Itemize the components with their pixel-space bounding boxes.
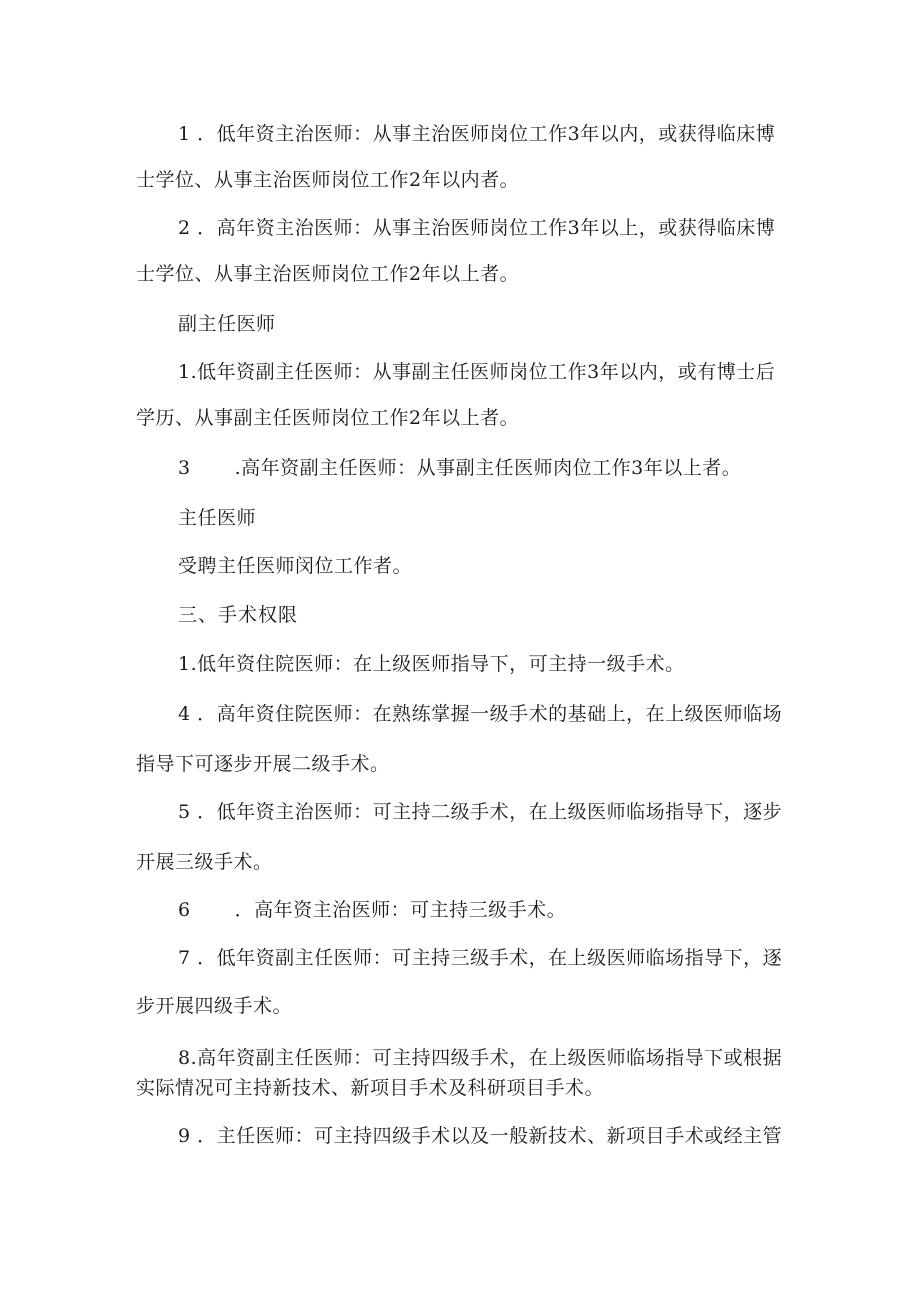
heading-chief: 主任医师 (178, 507, 257, 529)
surgery-item-2-line-2: 指导下可逐步开展二级手术。 (136, 753, 390, 775)
heading-associate-chief: 副主任医师 (178, 313, 276, 335)
surgery-item-1: 1.低年资住院医师：在上级医师指导下，可主持一级手术。 (178, 653, 685, 675)
para-1-line-2: 士学位、从事主治医师岗位工作2年以内者。 (136, 169, 520, 191)
para-4-number: 3 (178, 457, 191, 479)
surgery-item-3-line-2: 开展三级手术。 (136, 851, 273, 873)
para-4 (178, 456, 741, 480)
surgery-item-5-line-1: 7 ．低年资副主任医师：可主持三级手术，在上级医师临场指导下，逐 (178, 947, 783, 969)
para-5: 受聘主任医师闵位工作者。 (178, 555, 413, 577)
surgery-item-7-line-1: 9 ．主任医师：可主持四级手术以及一般新技术、新项目手术或经主管 (178, 1125, 783, 1147)
surgery-item-6-line-2: 实际情况可主持新技术、新项目手术及科研项目手术。 (136, 1077, 605, 1099)
para-3-line-2: 学历、从事副主任医师岗位工作2年以上者。 (136, 407, 520, 429)
surgery-item-4 (178, 898, 566, 922)
para-2-line-2: 士学位、从事主治医师岗位工作2年以上者。 (136, 263, 520, 285)
para-3-line-1: 1.低年资副主任医师：从事副主任医师岗位工作3年以内，或有博士后 (178, 361, 776, 383)
surgery-item-6-line-1: 8.高年资副主任医师：可主持四级手术，在上级医师临场指导下或根据 (178, 1047, 783, 1069)
surgery-item-4-number: 6 (178, 899, 191, 921)
heading-section-3: 三、手术权限 (178, 604, 299, 626)
surgery-item-5-line-2: 步开展四级手术。 (136, 995, 293, 1017)
surgery-item-4-text: ．高年资主治医师：可主持三级手术。 (234, 899, 567, 921)
para-4-text: .高年资副主任医师：从事副主任医师肉位工作3年以上者。 (234, 457, 742, 479)
surgery-item-2-line-1: 4 ．高年资住院医师：在熟练掌握一级手术的基础上，在上级医师临场 (178, 703, 783, 725)
para-1-line-1: 1 ．低年资主治医师：从事主治医师岗位工作3年以内，或获得临床博 (178, 123, 776, 145)
surgery-item-3-line-1: 5 ．低年资主治医师：可主持二级手术，在上级医师临场指导下，逐步 (178, 801, 783, 823)
para-2-line-1: 2 ．高年资主治医师：从事主治医师岗位工作3年以上，或获得临床博 (178, 217, 776, 239)
